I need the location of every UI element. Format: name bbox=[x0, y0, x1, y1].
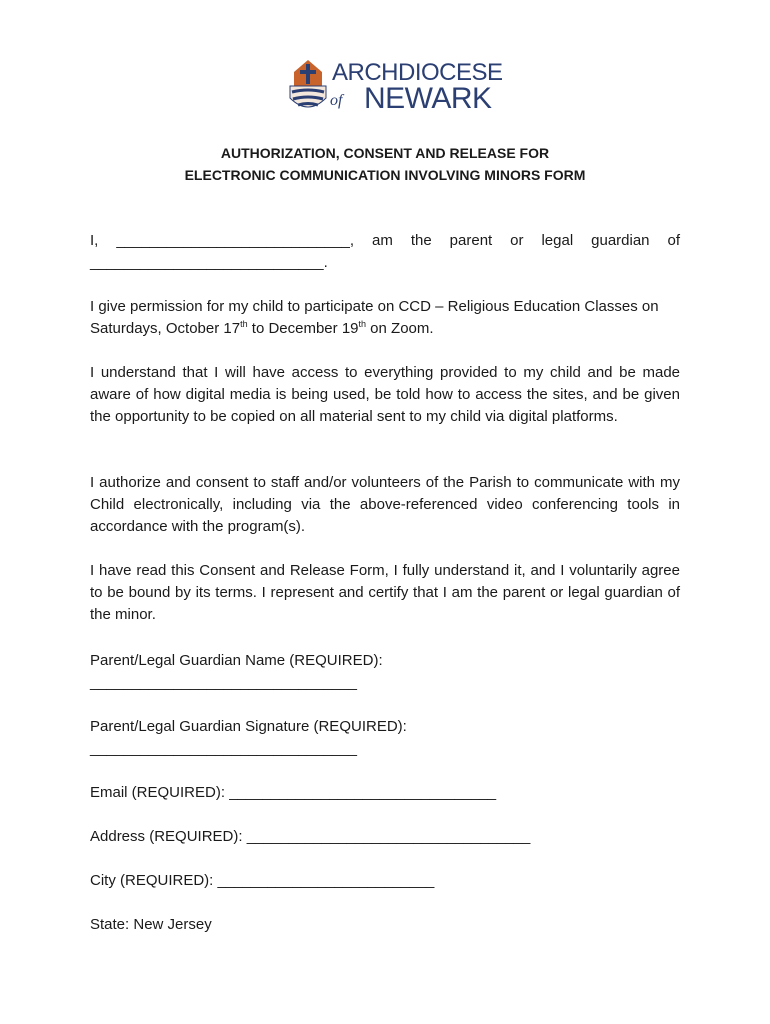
intro-suffix: , am the parent or legal guardian of bbox=[349, 232, 680, 249]
form-title-line-1: AUTHORIZATION, CONSENT AND RELEASE FOR bbox=[220, 145, 550, 161]
permission-text-c: on Zoom. bbox=[366, 320, 434, 337]
address-field[interactable]: __________________________________ bbox=[246, 828, 531, 845]
intro-period: . bbox=[323, 254, 328, 271]
guardian-name-field[interactable]: ________________________________ bbox=[90, 674, 357, 691]
permission-text-a: I give permission for my child to participate on CCD – Religious Education Classes on Saturdays, October 17 bbox=[90, 298, 659, 337]
guardian-signature-label: Parent/Legal Guardian Signature (REQUIRED): bbox=[90, 718, 407, 735]
read-paragraph: I have read this Consent and Release Form, I fully understand it, and I voluntarily agree to be bound by its terms. I represent and certify that I am the parent or legal guardian of the minor. bbox=[90, 562, 680, 623]
understand-paragraph: I understand that I will have access to everything provided to my child and be made aware of how digital media is being used, be told how to access the sites, and be given the opportunity to be copied on all material sent to my child via digital platforms. bbox=[90, 364, 680, 425]
intro-prefix: I, bbox=[90, 232, 117, 249]
permission-sup-b: th bbox=[358, 319, 367, 329]
form-title-line-2: ELECTRONIC COMMUNICATION INVOLVING MINORS FORM bbox=[184, 167, 586, 183]
child-name-blank-inline[interactable]: ____________________________ bbox=[90, 254, 324, 271]
intro-line-1 bbox=[90, 230, 680, 252]
email-field[interactable]: ________________________________ bbox=[229, 784, 497, 801]
archdiocese-logo bbox=[286, 58, 503, 118]
permission-paragraph bbox=[90, 296, 680, 340]
logo-text-newark: NEWARK bbox=[364, 82, 492, 115]
address-label: Address (REQUIRED): bbox=[90, 828, 247, 845]
logo-text-of: of bbox=[330, 92, 343, 109]
city-row bbox=[90, 870, 434, 892]
authorize-paragraph: I authorize and consent to staff and/or volunteers of the Parish to communicate with my Child electronically, including via the above-referenced video conferencing tools in accordance with the program(s). bbox=[90, 474, 680, 535]
mitre-crest-icon bbox=[286, 58, 330, 116]
intro-line-2 bbox=[90, 252, 328, 274]
email-row bbox=[90, 782, 496, 804]
city-field[interactable]: __________________________ bbox=[217, 872, 435, 889]
city-label: City (REQUIRED): bbox=[90, 872, 218, 889]
email-label: Email (REQUIRED): bbox=[90, 784, 230, 801]
permission-text-b: to December 19 bbox=[247, 320, 359, 337]
state-row: State: New Jersey bbox=[90, 916, 212, 933]
permission-sup-a: th bbox=[240, 319, 248, 329]
guardian-name-label: Parent/Legal Guardian Name (REQUIRED): bbox=[90, 652, 383, 669]
address-row bbox=[90, 826, 530, 848]
logo-text-archdiocese: ARCHDIOCESE bbox=[332, 59, 503, 86]
guardian-name-blank-inline[interactable]: ____________________________ bbox=[116, 232, 350, 249]
guardian-signature-field[interactable]: ________________________________ bbox=[90, 740, 357, 757]
